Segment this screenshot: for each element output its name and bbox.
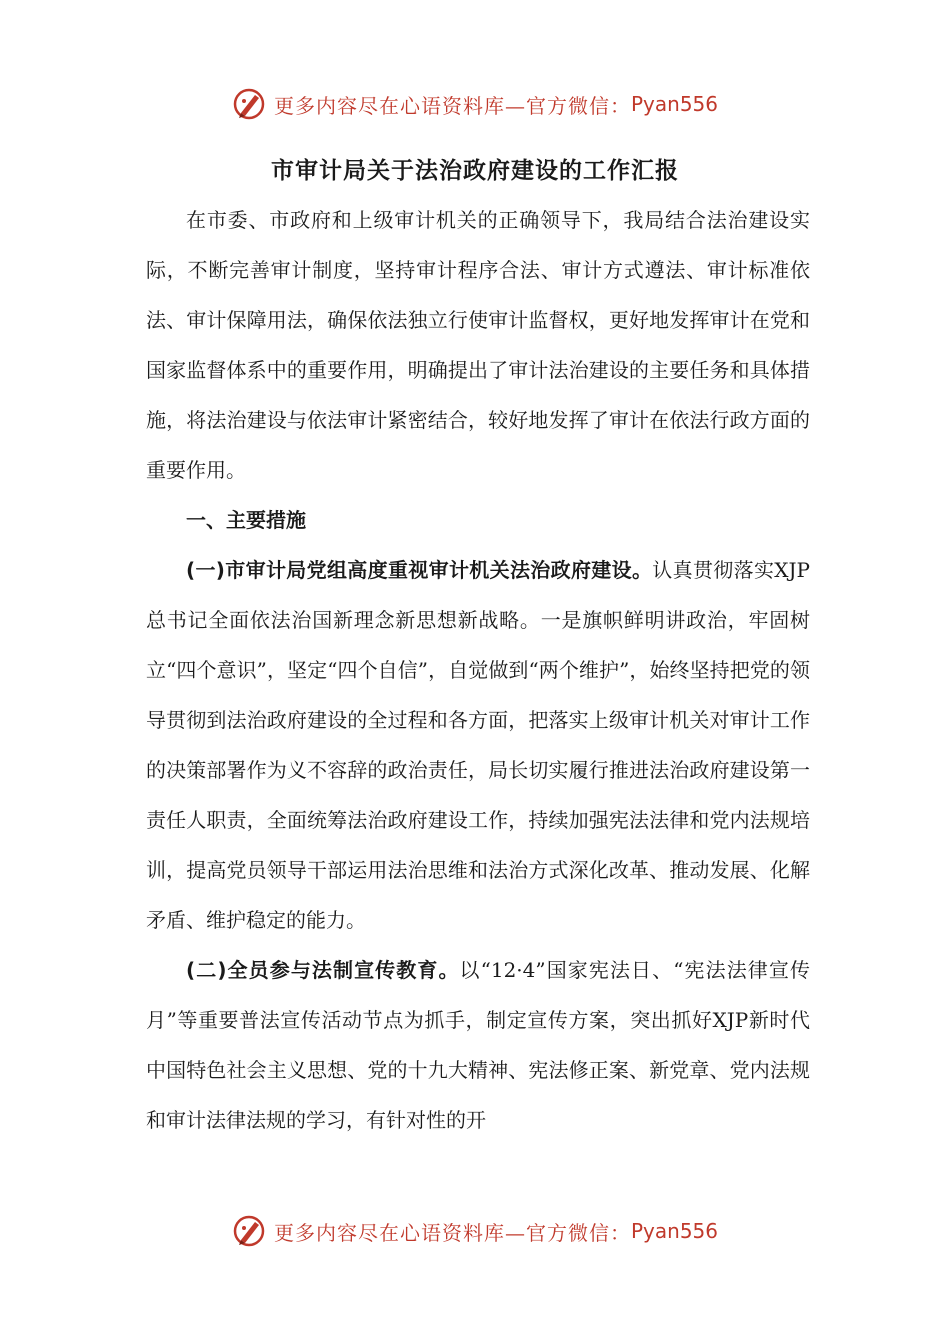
document-title: 市审计局关于法治政府建设的工作汇报 — [271, 158, 679, 184]
pen-logo-icon — [232, 87, 266, 121]
item-1-body: 认真贯彻落实XJP总书记全面依法治国新理念新思想新战略。一是旗帜鲜明讲政治，牢固树立“四个意识”，坚定“四个自信”，自觉做到“两个维护”，始终坚持把党的领导贯彻到法治政府建设的全过程和各方面，把落实上级审计机关对审计工作的决策部署作为义不容辞的政治责任，局长切实履行推进法治政府建设第一责任人职责，全面统筹法治政府建设工作，持续加强宪法法律和党内法规培训，提高党员领导干部运用法治思维和法治方式深化改革、推动发展、化解矛盾、维护稳定的能力。 — [146, 558, 810, 932]
item-2-lead: (二)全员参与法制宣传教育。 — [186, 958, 460, 982]
document-body — [146, 195, 810, 1145]
banner-text: 更多内容尽在心语资料库—官方微信： — [273, 1220, 631, 1245]
item-1-paragraph — [146, 545, 810, 945]
item-2-paragraph — [146, 945, 810, 1145]
item-1-lead: (一)市审计局党组高度重视审计机关法治政府建设。 — [186, 558, 653, 582]
footer-banner — [0, 1211, 950, 1251]
intro-paragraph: 在市委、市政府和上级审计机关的正确领导下，我局结合法治建设实际，不断完善审计制度，坚持审计程序合法、审计方式遵法、审计标准依法、审计保障用法，确保依法独立行使审计监督权，更好地发挥审计在党和国家监督体系中的重要作用，明确提出了审计法治建设的主要任务和具体措施，将法治建设与依法审计紧密结合，较好地发挥了审计在依法行政方面的重要作用。 — [146, 208, 810, 482]
section-heading: 一、主要措施 — [186, 508, 306, 532]
wechat-id: Pyan556 — [630, 1219, 718, 1243]
wechat-id: Pyan556 — [630, 92, 718, 116]
item-2-body: 以“12·4”国家宪法日、“宪法法律宣传月”等重要普法宣传活动节点为抓手，制定宣传方案，突出抓好XJP新时代中国特色社会主义思想、党的十九大精神、宪法修正案、新党章、党内法规和审计法律法规的学习，有针对性的开 — [146, 958, 810, 1132]
pen-logo-icon — [232, 1214, 266, 1248]
banner-text: 更多内容尽在心语资料库—官方微信： — [273, 93, 631, 118]
header-banner — [0, 84, 950, 124]
